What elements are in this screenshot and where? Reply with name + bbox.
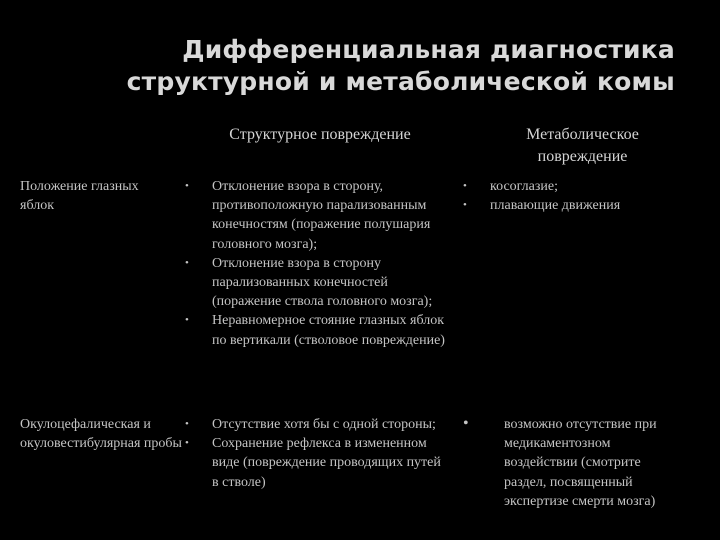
column-header-metabolic — [470, 124, 695, 168]
column-header-metabolic-line-2: повреждение — [537, 148, 628, 165]
row-label-oculocephalic-tests — [20, 415, 182, 453]
row-oculocephalic-structural-list — [185, 415, 447, 492]
column-header-metabolic-line-1: Метаболическое — [526, 126, 639, 143]
list-item: • Отсутствие хотя бы с одной стороны; — [185, 415, 447, 434]
slide-title-line-1: Дифференциальная диагностика — [182, 35, 675, 64]
slide-title — [127, 34, 675, 98]
slide-title-line-2: структурной и метаболической комы — [126, 67, 675, 96]
row-eye-position-structural-list — [185, 177, 447, 350]
list-item: • возможно отсутствие при медикаментозном воздействии (смотрите раздел, посвященный экспертизе смерти мозга) — [463, 415, 685, 511]
list-item: • Отклонение взора в сторону парализованных конечностей (поражение ствола головного мозга); — [185, 254, 447, 312]
row-label-text: Положение глазных яблок — [20, 179, 139, 214]
row-eye-position-metabolic-list — [463, 177, 688, 215]
list-item: • Сохранение рефлекса в измененном виде (повреждение проводящих путей в стволе) — [185, 434, 447, 492]
row-label-text: Окулоцефалическая и окуловестибулярная пробы — [20, 417, 182, 452]
list-item: • Неравномерное стояние глазных яблок по вертикали (стволовое повреждение) — [185, 311, 447, 349]
column-header-structural — [190, 124, 450, 146]
row-label-eye-position — [20, 177, 170, 215]
list-item: • Отклонение взора в сторону, противоположную парализованным конечностям (поражение полушария головного мозга); — [185, 177, 447, 254]
list-item: • косоглазие; — [463, 177, 688, 196]
list-item: • плавающие движения — [463, 196, 688, 215]
column-header-structural-text: Структурное повреждение — [229, 126, 411, 143]
row-oculocephalic-metabolic-list — [463, 415, 685, 511]
